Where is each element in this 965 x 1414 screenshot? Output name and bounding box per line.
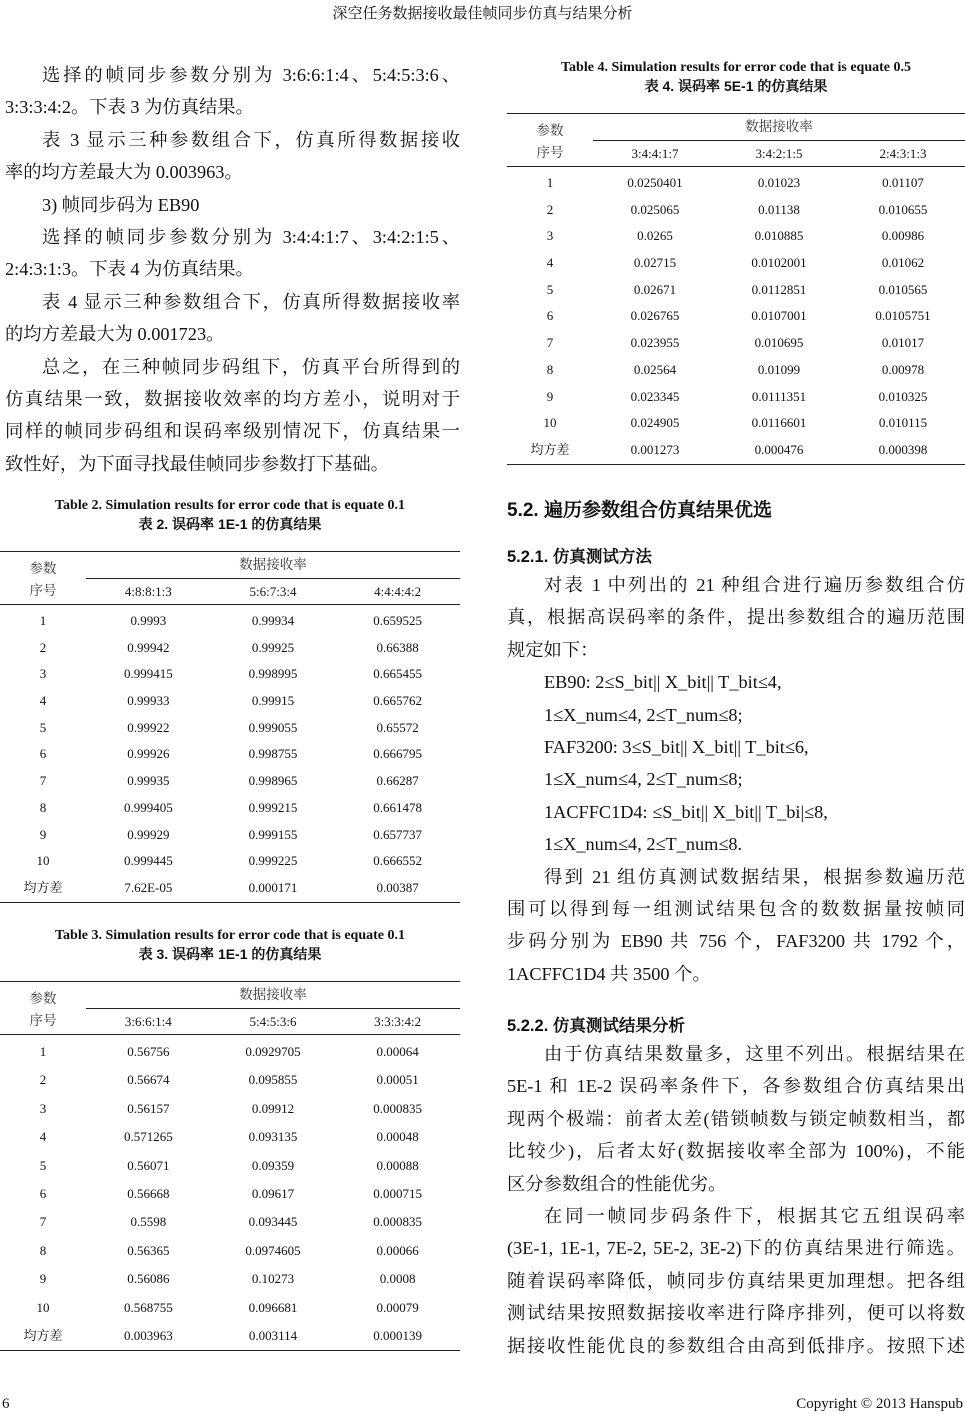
table-caption-en: Table 3. Simulation results for error code that is equate 0.1 bbox=[55, 928, 405, 943]
row-label: 4 bbox=[39, 693, 47, 709]
row-label: 9 bbox=[546, 388, 554, 404]
table-cell: 0.09912 bbox=[251, 1100, 295, 1116]
table-row bbox=[0, 1152, 460, 1180]
table-cell: 0.000835 bbox=[373, 1100, 423, 1116]
row-label: 7 bbox=[39, 1214, 47, 1230]
table-cell: 0.56668 bbox=[127, 1185, 170, 1201]
text-line: 围可以得到每一组测试结果包含的数数据量按帧同 bbox=[507, 898, 965, 919]
text-line: 的均方差最大为 0.001723。 bbox=[5, 324, 225, 345]
row-label: 4 bbox=[546, 255, 554, 271]
table-row bbox=[0, 608, 460, 635]
table-row bbox=[0, 715, 460, 742]
text-line: (3E-1, 1E-1, 7E-2, 5E-2, 3E-2)下的仿真结果进行筛选。 bbox=[507, 1238, 965, 1259]
text-line: 表 3 显示三种参数组合下，仿真所得数据接收 bbox=[42, 129, 460, 150]
subsection-heading-5-2-2: 5.2.2. 仿真测试结果分析 bbox=[507, 1017, 685, 1035]
column-header: 3:4:4:1:7 bbox=[631, 146, 679, 161]
text-line: 区分参数组合的性能优劣。 bbox=[507, 1173, 727, 1194]
row-label: 9 bbox=[39, 1271, 47, 1287]
table-row bbox=[0, 1066, 460, 1094]
text-line: 在同一帧同步码条件下，根据其它五组误码率 bbox=[544, 1205, 965, 1226]
table-cell: 0.010885 bbox=[754, 228, 804, 244]
table-cell: 0.01017 bbox=[881, 335, 925, 351]
table-cell: 0.665455 bbox=[373, 666, 423, 682]
table-cell: 0.999445 bbox=[123, 853, 173, 869]
table-cell: 0.999155 bbox=[248, 826, 298, 842]
table-cell: 0.01138 bbox=[758, 201, 800, 217]
table-row bbox=[507, 384, 965, 411]
table-cell: 0.56365 bbox=[127, 1242, 170, 1258]
table-cell: 0.568755 bbox=[123, 1299, 173, 1315]
table-cell: 0.0102001 bbox=[751, 255, 807, 271]
table-cell: 0.096681 bbox=[248, 1299, 298, 1315]
table-cell: 0.0105751 bbox=[875, 308, 931, 324]
row-label: 8 bbox=[546, 361, 554, 377]
table-row bbox=[0, 1237, 460, 1265]
row-label: 3 bbox=[39, 1100, 47, 1116]
table-cell: 0.024905 bbox=[630, 415, 680, 431]
row-label: 2 bbox=[39, 639, 47, 655]
table-row bbox=[507, 410, 965, 437]
table-cell: 0.0008 bbox=[379, 1271, 416, 1287]
table-cell: 0.5598 bbox=[130, 1214, 167, 1230]
row-label: 6 bbox=[39, 1185, 47, 1201]
text-line: 规定如下： bbox=[507, 639, 599, 660]
text-line: 1≤X_num≤4, 2≤T_num≤8. bbox=[544, 834, 743, 855]
subsection-5-2-2-text bbox=[507, 1038, 965, 1362]
table-cell: 0.999215 bbox=[248, 799, 298, 815]
row-label: 4 bbox=[39, 1129, 47, 1145]
table-row bbox=[0, 848, 460, 875]
text-line: 仿真结果一致，数据接收效率的均方差小，说明对于 bbox=[5, 388, 460, 409]
table-cell: 0.0265 bbox=[637, 228, 673, 244]
table-caption-zh: 表 2. 误码率 1E-1 的仿真结果 bbox=[138, 516, 322, 532]
row-label: 10 bbox=[543, 415, 557, 431]
table-cell: 0.00064 bbox=[376, 1044, 419, 1059]
text-line: 1≤X_num≤4, 2≤T_num≤8; bbox=[544, 704, 743, 725]
table-cell: 0.026765 bbox=[630, 308, 680, 324]
group-header: 数据接收率 bbox=[86, 982, 460, 1009]
table-cell: 0.093445 bbox=[248, 1214, 298, 1230]
row-label: 5 bbox=[546, 281, 554, 297]
table-bottom-rule bbox=[507, 464, 965, 465]
table-cell: 0.010115 bbox=[878, 415, 928, 431]
table-row bbox=[507, 330, 965, 357]
table-cell: 0.00978 bbox=[881, 361, 925, 377]
row-label: 1 bbox=[39, 1044, 47, 1059]
table-cell: 0.999415 bbox=[123, 666, 173, 682]
table-row bbox=[0, 1095, 460, 1123]
copyright: Copyright © 2013 Hanspub bbox=[796, 1396, 963, 1412]
table-cell: 0.001273 bbox=[630, 441, 680, 457]
table-cell: 0.0107001 bbox=[751, 308, 807, 324]
table-caption-en: Table 4. Simulation results for error code that is equate 0.5 bbox=[561, 60, 911, 75]
table-cell: 7.62E-05 bbox=[124, 879, 173, 895]
text-line: 随着误码率降低，帧同步仿真结果更加理想。把各组 bbox=[507, 1270, 965, 1291]
table-cell: 0.666795 bbox=[373, 746, 423, 762]
table-cell: 0.657737 bbox=[373, 826, 423, 842]
table-cell: 0.56674 bbox=[127, 1072, 170, 1088]
text-line: 现两个极端：前者太差(错锁帧数与锁定帧数相当，都 bbox=[507, 1108, 965, 1129]
row-label: 均方差 bbox=[23, 879, 63, 895]
table-cell: 0.998995 bbox=[248, 666, 298, 682]
text-line: 总之，在三种帧同步码组下，仿真平台所得到的 bbox=[42, 356, 460, 377]
param-header: 参数 序号 bbox=[29, 991, 57, 1028]
text-line: 选择的帧同步参数分别为 3:4:4:1:7、3:4:2:1:5、 bbox=[42, 226, 460, 247]
running-header: 深空任务数据接收最佳帧同步仿真与结果分析 bbox=[332, 6, 633, 22]
row-label: 1 bbox=[546, 175, 554, 190]
table-row bbox=[0, 635, 460, 662]
table-cell: 0.0250401 bbox=[627, 175, 683, 190]
row-label: 6 bbox=[546, 308, 554, 324]
row-label: 3 bbox=[546, 228, 554, 244]
text-line: 1ACFFC1D4: ≤S_bit|| X_bit|| T_bi|≤8, bbox=[544, 801, 828, 822]
table-row bbox=[507, 197, 965, 224]
table-cell: 0.999405 bbox=[123, 799, 173, 815]
row-label: 均方差 bbox=[530, 441, 570, 457]
row-label: 5 bbox=[39, 1157, 47, 1173]
table-row bbox=[0, 768, 460, 795]
table-row bbox=[0, 741, 460, 768]
column-header: 3:3:3:4:2 bbox=[374, 1014, 422, 1029]
param-header: 参数 序号 bbox=[536, 123, 564, 160]
table-cell: 0.023345 bbox=[630, 388, 680, 404]
table-bottom-rule bbox=[0, 902, 460, 903]
section-heading-5-2: 5.2. 遍历参数组合仿真结果优选 bbox=[507, 500, 772, 521]
subsection-5-2-1-text bbox=[507, 569, 965, 990]
text-line: 1≤X_num≤4, 2≤T_num≤8; bbox=[544, 769, 743, 790]
text-line: 3) 帧同步码为 EB90 bbox=[42, 194, 200, 215]
row-label: 2 bbox=[546, 201, 554, 217]
table-cell: 0.66287 bbox=[376, 773, 419, 789]
table-cell: 0.000139 bbox=[373, 1327, 423, 1343]
text-line: 得到 21 组仿真测试数据结果，根据参数遍历范 bbox=[544, 866, 965, 887]
table-caption-en: Table 2. Simulation results for error code that is equate 0.1 bbox=[55, 498, 405, 513]
table-3 bbox=[0, 926, 460, 1351]
row-label: 10 bbox=[36, 853, 50, 869]
table-cell: 0.095855 bbox=[248, 1072, 298, 1088]
text-line: 5E-1 和 1E-2 误码率条件下，各参数组合仿真结果出 bbox=[507, 1076, 965, 1097]
table-cell: 0.99929 bbox=[127, 826, 170, 842]
text-line: 比较少)，后者太好(数据接收率全部为 100%)，不能 bbox=[507, 1141, 965, 1162]
table-cell: 0.0929705 bbox=[245, 1044, 301, 1059]
table-header bbox=[507, 114, 965, 166]
table-row bbox=[0, 822, 460, 849]
text-line: 步码分别为 EB90 共 756 个，FAF3200 共 1792 个， bbox=[507, 931, 965, 952]
left-column-text bbox=[5, 59, 460, 480]
table-cell: 0.01107 bbox=[882, 175, 924, 190]
row-label: 7 bbox=[546, 335, 554, 351]
table-row bbox=[0, 1180, 460, 1208]
table-cell: 0.010695 bbox=[754, 335, 804, 351]
row-label: 均方差 bbox=[23, 1327, 63, 1343]
row-label: 7 bbox=[39, 773, 47, 789]
text-line: 对表 1 中列出的 21 种组合进行遍历参数组合仿 bbox=[544, 575, 965, 595]
table-cell: 0.0112851 bbox=[751, 281, 807, 297]
table-cell: 0.025065 bbox=[630, 201, 680, 217]
table-cell: 0.01023 bbox=[757, 175, 801, 190]
text-line: EB90: 2≤S_bit|| X_bit|| T_bit≤4, bbox=[544, 672, 782, 693]
table-row bbox=[0, 1265, 460, 1293]
table-cell: 0.99915 bbox=[251, 693, 295, 709]
table-cell: 0.665762 bbox=[373, 693, 423, 709]
table-caption-zh: 表 3. 误码率 1E-1 的仿真结果 bbox=[138, 946, 322, 962]
table-row bbox=[507, 223, 965, 250]
table-cell: 0.56086 bbox=[127, 1271, 170, 1287]
table-row bbox=[507, 303, 965, 330]
table-cell: 0.65572 bbox=[376, 719, 419, 735]
table-cell: 0.023955 bbox=[630, 335, 680, 351]
table-cell: 0.66388 bbox=[376, 639, 419, 655]
table-row bbox=[0, 1294, 460, 1322]
table-row bbox=[0, 795, 460, 822]
row-label: 3 bbox=[39, 666, 47, 682]
table-cell: 0.010655 bbox=[878, 201, 928, 217]
table-cell: 0.000476 bbox=[754, 441, 804, 457]
column-header: 3:6:6:1:4 bbox=[124, 1014, 172, 1029]
row-label: 8 bbox=[39, 799, 47, 815]
table-cell: 0.999055 bbox=[248, 719, 298, 735]
subsection-heading-5-2-1: 5.2.1. 仿真测试方法 bbox=[507, 548, 652, 566]
table-cell: 0.01099 bbox=[757, 361, 801, 377]
group-header: 数据接收率 bbox=[86, 552, 460, 579]
table-row bbox=[507, 250, 965, 277]
row-label: 8 bbox=[39, 1242, 47, 1258]
table-cell: 0.99926 bbox=[127, 746, 170, 762]
text-line: 3:3:3:4:2。下表 3 为仿真结果。 bbox=[5, 97, 254, 118]
table-cell: 0.09617 bbox=[251, 1185, 295, 1201]
table-cell: 0.010565 bbox=[878, 281, 928, 297]
table-cell: 0.09359 bbox=[251, 1157, 295, 1173]
table-4 bbox=[507, 58, 965, 465]
table-row bbox=[507, 357, 965, 384]
table-cell: 0.56756 bbox=[127, 1044, 170, 1059]
table-row bbox=[0, 1322, 460, 1350]
text-line: 测试结果按照数据接收率进行降序排列，便可以将数 bbox=[507, 1303, 965, 1324]
text-line: 致性好，为下面寻找最佳帧同步参数打下基础。 bbox=[5, 453, 389, 474]
table-cell: 0.999225 bbox=[248, 853, 298, 869]
row-label: 5 bbox=[39, 719, 47, 735]
table-row bbox=[507, 277, 965, 304]
table-cell: 0.02564 bbox=[633, 361, 677, 377]
table-cell: 0.0974605 bbox=[245, 1242, 301, 1258]
row-label: 1 bbox=[39, 613, 47, 628]
table-cell: 0.571265 bbox=[123, 1129, 173, 1145]
table-row bbox=[0, 688, 460, 715]
group-header: 数据接收率 bbox=[593, 114, 965, 141]
table-cell: 0.000398 bbox=[878, 441, 928, 457]
table-row bbox=[0, 661, 460, 688]
table-cell: 0.99933 bbox=[127, 693, 170, 709]
table-cell: 0.02715 bbox=[633, 255, 677, 271]
table-cell: 0.003114 bbox=[248, 1327, 298, 1343]
table-cell: 0.998965 bbox=[248, 773, 298, 789]
text-line: 选择的帧同步参数分别为 3:6:6:1:4、5:4:5:3:6、 bbox=[42, 65, 460, 85]
row-label: 6 bbox=[39, 746, 47, 762]
table-cell: 0.01062 bbox=[881, 255, 925, 271]
table-header bbox=[0, 982, 460, 1034]
table-cell: 0.99942 bbox=[127, 639, 170, 655]
table-row bbox=[0, 1123, 460, 1151]
text-line: 率的均方差最大为 0.003963。 bbox=[5, 162, 243, 183]
table-2 bbox=[0, 496, 460, 903]
table-cell: 0.00088 bbox=[376, 1157, 419, 1173]
table-cell: 0.010325 bbox=[878, 388, 928, 404]
page-number: 6 bbox=[2, 1396, 10, 1412]
table-cell: 0.9993 bbox=[130, 613, 167, 628]
table-row bbox=[0, 1038, 460, 1066]
column-header: 4:8:8:1:3 bbox=[124, 584, 172, 599]
table-row bbox=[0, 875, 460, 902]
table-cell: 0.99935 bbox=[127, 773, 170, 789]
table-cell: 0.00048 bbox=[376, 1129, 419, 1145]
column-header: 3:4:2:1:5 bbox=[755, 146, 803, 161]
table-cell: 0.661478 bbox=[373, 799, 423, 815]
column-header: 4:4:4:4:2 bbox=[374, 584, 422, 599]
table-cell: 0.998755 bbox=[248, 746, 298, 762]
table-cell: 0.000715 bbox=[373, 1185, 423, 1201]
table-cell: 0.0116601 bbox=[751, 415, 807, 431]
column-header: 2:4:3:1:3 bbox=[879, 146, 927, 161]
table-cell: 0.56157 bbox=[127, 1100, 170, 1116]
table-cell: 0.99925 bbox=[251, 639, 295, 655]
table-cell: 0.093135 bbox=[248, 1129, 298, 1145]
table-row bbox=[507, 437, 965, 464]
row-label: 10 bbox=[36, 1299, 50, 1315]
table-cell: 0.99922 bbox=[127, 719, 170, 735]
table-cell: 0.0111351 bbox=[751, 388, 807, 404]
table-cell: 0.00986 bbox=[881, 228, 925, 244]
text-line: 真，根据高误码率的条件，提出参数组合的遍历范围 bbox=[507, 607, 965, 628]
table-cell: 0.003963 bbox=[123, 1327, 173, 1343]
text-line: 1ACFFC1D4 共 3500 个。 bbox=[507, 963, 711, 984]
table-cell: 0.666552 bbox=[373, 853, 423, 869]
table-cell: 0.00066 bbox=[376, 1242, 419, 1258]
table-cell: 0.00051 bbox=[376, 1072, 419, 1088]
table-cell: 0.10273 bbox=[251, 1271, 295, 1287]
table-cell: 0.659525 bbox=[373, 613, 423, 628]
table-cell: 0.000171 bbox=[248, 879, 298, 895]
table-cell: 0.00387 bbox=[376, 879, 419, 895]
row-label: 2 bbox=[39, 1072, 47, 1088]
column-header: 5:6:7:3:4 bbox=[249, 584, 297, 599]
text-line: 2:4:3:1:3。下表 4 为仿真结果。 bbox=[5, 259, 254, 280]
text-line: 表 4 显示三种参数组合下，仿真所得数据接收率 bbox=[42, 291, 460, 312]
table-bottom-rule bbox=[0, 1350, 460, 1351]
text-line: 同样的帧同步码组和误码率级别情况下，仿真结果一 bbox=[5, 421, 460, 442]
table-cell: 0.00079 bbox=[376, 1299, 419, 1315]
param-header: 参数 序号 bbox=[29, 561, 57, 598]
text-line: 由于仿真结果数量多，这里不列出。根据结果在 bbox=[544, 1044, 965, 1064]
table-cell: 0.02671 bbox=[633, 281, 677, 297]
column-header: 5:4:5:3:6 bbox=[249, 1014, 297, 1029]
table-cell: 0.000835 bbox=[373, 1214, 423, 1230]
text-line: 据接收性能优良的参数组合由高到低排序。按照下述 bbox=[507, 1335, 965, 1356]
table-cell: 0.56071 bbox=[127, 1157, 170, 1173]
table-caption-zh: 表 4. 误码率 5E-1 的仿真结果 bbox=[644, 78, 828, 94]
text-line: FAF3200: 3≤S_bit|| X_bit|| T_bit≤6, bbox=[544, 736, 809, 757]
table-header bbox=[0, 552, 460, 604]
table-cell: 0.99934 bbox=[251, 613, 295, 628]
table-row bbox=[0, 1208, 460, 1236]
row-label: 9 bbox=[39, 826, 47, 842]
table-row bbox=[507, 170, 965, 197]
